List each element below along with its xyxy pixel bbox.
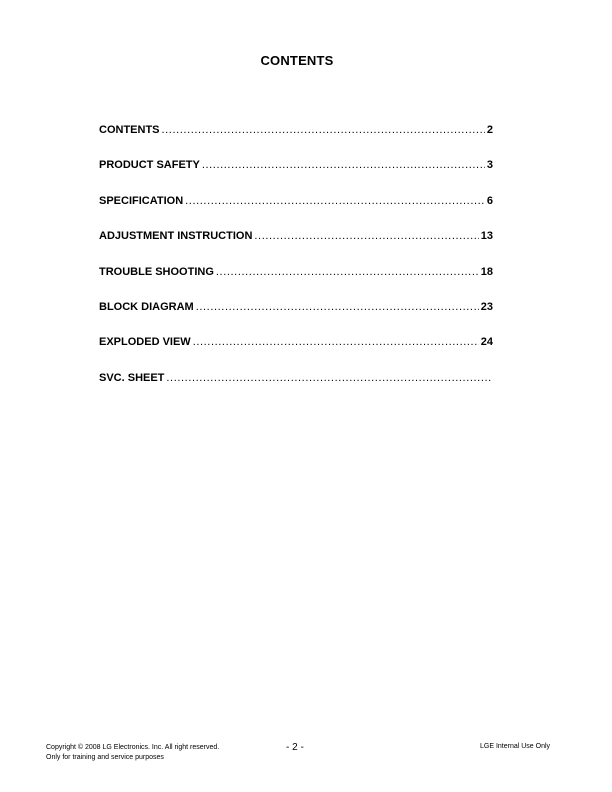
toc-entry-specification[interactable] — [99, 195, 493, 230]
dot-leader — [196, 301, 479, 313]
dot-leader — [185, 195, 485, 207]
toc-entry-contents[interactable] — [99, 124, 493, 159]
toc-entry-page: 2 — [486, 124, 493, 136]
page-title: CONTENTS — [260, 53, 334, 68]
footer-internal-notice: LGE Internal Use Only — [480, 743, 551, 750]
toc-entry-title: CONTENTS — [99, 124, 160, 136]
toc-entry-page: 23 — [480, 300, 493, 313]
toc-entry-page: 24 — [480, 336, 493, 349]
toc-entry-title: SPECIFICATION — [99, 194, 184, 207]
toc-entry-block-diagram[interactable] — [99, 301, 493, 336]
footer-page-number: - 2 - — [286, 742, 304, 753]
toc-entry-page: 6 — [486, 194, 493, 207]
toc-entry-product-safety[interactable] — [99, 159, 493, 194]
dot-leader — [166, 372, 491, 384]
toc-entry-exploded-view[interactable] — [99, 336, 493, 371]
footer-purpose: Only for training and service purposes — [46, 754, 164, 761]
toc-entry-adjustment-instruction[interactable] — [99, 230, 493, 265]
toc-entry-page: 18 — [480, 265, 493, 278]
toc-entry-page: 13 — [480, 230, 493, 243]
dot-leader — [162, 124, 485, 136]
toc-entry-svc-sheet[interactable] — [99, 372, 493, 407]
toc-entry-title: EXPLODED VIEW — [99, 336, 191, 349]
dot-leader — [193, 336, 479, 348]
dot-leader — [216, 266, 479, 278]
toc-entry-title: PRODUCT SAFETY — [99, 159, 200, 172]
toc-entry-title: BLOCK DIAGRAM — [99, 300, 194, 313]
footer-copyright-block — [46, 743, 219, 763]
toc-entry-page: 3 — [486, 159, 493, 172]
dot-leader — [254, 230, 478, 242]
toc-entry-title: TROUBLE SHOOTING — [99, 265, 214, 278]
dot-leader — [202, 159, 485, 171]
toc-entry-trouble-shooting[interactable] — [99, 266, 493, 301]
footer-copyright: Copyright © 2008 LG Electronics. Inc. All right reserved. — [46, 744, 220, 751]
toc-entry-title: SVC. SHEET — [99, 371, 165, 384]
toc-entry-title: ADJUSTMENT INSTRUCTION — [99, 230, 253, 243]
table-of-contents — [99, 124, 493, 407]
